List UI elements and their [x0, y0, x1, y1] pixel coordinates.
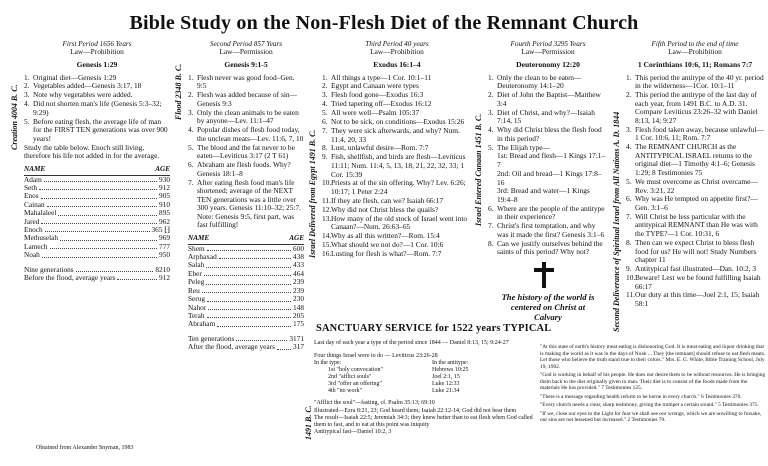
item-text: Fish, shellfish, and birds are flesh—Leviticus 11:11; Num. 11:4, 5, 13, 18, 21, 22, 32, 33; 1 Cor. 15:39: [331, 152, 466, 179]
age-row-value: 600: [293, 243, 304, 253]
page-title: Bible Study on the Non-Flesh Diet of the Remnant Church: [129, 12, 639, 34]
quote-paragraph: "There is a message regarding health reform to be borne in every church." 6 Testimonies 370.: [540, 393, 742, 400]
list-item: [488, 170, 608, 187]
age-row-value: 175: [293, 319, 304, 329]
item-text: Original diet—Genesis 1:29: [33, 72, 117, 82]
age-row-value: 464: [293, 268, 304, 278]
period-1-side-label: Creation 4004 B. C.: [10, 84, 19, 150]
period-2-law: Law—Permission: [219, 47, 273, 56]
total-row-label: Before the flood, average years: [24, 273, 116, 283]
quote-paragraph: "God is working in behalf of his people. He does not desire them to be without resources. He is bringing them back to the diet originally given to man. Their diet is to consist of the foods made from the materials He has provided." 7 Testimonies 125.: [540, 372, 766, 391]
item-number: 3.: [626, 124, 632, 134]
period-3-side-label: Israel Delivered from Egypt 1491 B. C.: [308, 129, 317, 258]
leader-dots: [44, 176, 157, 182]
item-text: Tried tapering off—Exodus 16:12: [331, 99, 432, 109]
age-row-value: 438: [293, 252, 304, 262]
leader-dots: [42, 251, 157, 257]
leader-dots: [41, 218, 157, 224]
age-row: [24, 218, 170, 226]
item-text: The REMNANT CHURCH as the ANTITYPICAL ISRAEL returns to the original diet—1 Timothy 4:1–6; Genesis 1:29; 8 Testimonies 75: [635, 142, 755, 178]
leader-dots: [58, 209, 157, 215]
list-item: [488, 205, 608, 222]
item-number: 1.: [188, 72, 194, 82]
age-row: [188, 278, 304, 286]
item-text: Why was He tempted on appetite first?—Gen. 3:1–6: [635, 194, 758, 212]
age-row-value: 962: [159, 216, 170, 226]
leader-dots: [47, 201, 157, 207]
leader-dots: [217, 320, 291, 326]
list-item: [188, 179, 304, 231]
list-item: [626, 291, 764, 308]
item-text: Then can we expect Christ to bless flesh food for us? He will not! Study Numbers chapter 11: [635, 237, 757, 265]
history-caption: The history of the world is centered on Christ at Calvary: [501, 292, 595, 322]
item-number: 10.: [322, 178, 332, 188]
age-row-value: 239: [293, 285, 304, 295]
period-5-list: [626, 74, 764, 309]
item-number: [488, 170, 497, 187]
age-row-value: 950: [159, 250, 170, 260]
item-text: This period the antitype of the 40 yr. period in the wilderness—1Cor. 10:1–11: [635, 72, 764, 91]
item-number: 14.: [322, 231, 332, 241]
list-item: [322, 215, 472, 232]
list-item: [188, 126, 304, 143]
list-item: [626, 274, 764, 291]
total-row-label: Nine generations: [24, 264, 74, 274]
item-number: 1.: [626, 72, 632, 82]
item-number: 5.: [626, 176, 632, 186]
period-5-law: Law—Prohibition: [668, 47, 722, 56]
period-1-list: [24, 74, 170, 144]
leader-dots: [206, 261, 291, 267]
item-text: Can we justify ourselves behind the saints of this period? Why not?: [497, 238, 603, 257]
item-number: 1.: [322, 72, 328, 82]
item-number: 7.: [188, 177, 194, 187]
list-item: [24, 118, 170, 144]
list-item: [24, 100, 170, 117]
list-item: [626, 74, 764, 91]
period-4-list: [488, 74, 608, 257]
cross-icon: [534, 262, 554, 288]
item-number: 10.: [626, 272, 636, 282]
item-number: 6.: [188, 160, 194, 170]
item-number: 11.: [626, 290, 635, 300]
list-item: [626, 239, 764, 265]
item-text: Flesh food gone—Exodus 16:3: [331, 90, 424, 100]
sanctuary-footer-line: The result—Isaiah 22:5; Jeremiah 34:3; they knew better than to eat flesh when God called them to fast, and to eat at this point was iniquity: [314, 414, 533, 429]
age-row-label: Mahalaleel: [24, 208, 57, 218]
age-row: [24, 243, 170, 251]
age-row-label: Noah: [24, 250, 40, 260]
item-text: How many of the old stock of Israel went into Canaan?—Num. 26:63–65: [331, 213, 468, 232]
item-number: 2.: [322, 81, 328, 91]
period-1-column: [24, 40, 170, 282]
quote-paragraph: "If we, close our eyes to the Light for fear we shall see our wrongs, which we are unwilling to forsake, our sins are not lessened but increased." 2 Testimonies 70.: [540, 410, 762, 423]
item-text: Abraham ate flesh foods. Why? Genesis 18:1–8: [197, 160, 291, 178]
sanctuary-title: SANCTUARY SERVICE for 1522 years TYPICAL: [316, 323, 552, 334]
total-row-value: 912: [159, 273, 170, 283]
list-item: [626, 195, 764, 212]
item-text: Not to be sick, on conditions—Exodus 15:26: [331, 117, 465, 127]
item-number: 8.: [488, 238, 494, 248]
item-text: 3rd: Bread and water—1 Kings 19:4–8: [497, 186, 590, 204]
age-row: [188, 320, 304, 328]
feasts-head-antitype: In the antitype:: [432, 360, 469, 367]
list-item: [488, 240, 608, 257]
list-item: [626, 143, 764, 177]
age-row-label: Enos: [24, 191, 39, 201]
item-text: Priests at of the sin offering. Why? Lev. 6:26; 10:17; 1 Peter 2:24: [331, 178, 466, 196]
feast-antitype: Hebrews 10:25: [432, 367, 469, 374]
item-number: 4.: [626, 142, 632, 152]
item-number: 3.: [488, 107, 494, 117]
age-row-value: 930: [159, 174, 170, 184]
list-item: [626, 91, 764, 125]
item-text: Our duty at this time—Joel 2:1, 15; Isaiah 58:1: [635, 290, 760, 308]
item-number: 5.: [488, 142, 494, 152]
item-number: 2.: [24, 81, 30, 91]
period-2-age-table: [188, 234, 304, 351]
age-row: [188, 253, 304, 261]
item-number: 3.: [24, 90, 30, 100]
item-number: 7.: [626, 211, 632, 221]
leader-dots: [204, 270, 291, 276]
list-item: [488, 222, 608, 239]
sanctuary-side-label: 1491 B. C.: [304, 405, 313, 440]
item-number: 6.: [322, 117, 328, 127]
leader-dots: [208, 304, 291, 310]
item-text: All things a type—1 Cor. 10:1–11: [331, 72, 432, 82]
age-row-label: Adam: [24, 174, 42, 184]
age-row-label: Arphaxad: [188, 252, 217, 262]
item-number: 7.: [488, 221, 494, 231]
item-number: 3.: [322, 90, 328, 100]
age-row: [24, 251, 170, 259]
age-row-label: Nahor: [188, 302, 207, 312]
period-2-column: [188, 40, 304, 352]
age-row: [24, 192, 170, 200]
age-row-label: Salah: [188, 260, 205, 270]
total-row-value: 317: [293, 342, 304, 352]
list-item: [488, 126, 608, 143]
age-row-value: 912: [159, 183, 170, 193]
age-row-label: Enoch: [24, 225, 43, 235]
item-number: 8.: [322, 143, 328, 153]
item-text: All were well—Psalm 105:37: [331, 108, 420, 118]
item-text: Before eating flesh, the average life of man for the FIRST TEN generations was over 900 years!: [33, 116, 168, 143]
total-row: [188, 343, 304, 351]
age-row-value: 910: [159, 199, 170, 209]
age-header-age: AGE: [155, 165, 170, 174]
age-row-label: Jared: [24, 216, 40, 226]
item-text: After eating flesh food man's life shortened; average of the NEXT TEN generations was a little over 300 years. Genesis 11:10–32; 25:7. Note: Genesis 9:5, first part, was fast fulfilling!: [197, 177, 302, 230]
item-number: 3.: [188, 107, 194, 117]
age-row: [188, 261, 304, 269]
leader-dots: [277, 343, 291, 349]
sanctuary-line: Last day of each year a type of the period since 1844 — Daniel 8:13, 15; 9:24-27: [314, 340, 509, 346]
item-text: Lusting for flesh is what?—Rom. 7:7: [331, 248, 442, 258]
leader-dots: [207, 295, 291, 301]
leader-dots: [219, 253, 291, 259]
item-text: Diet of Christ, and why?—Isaiah 7:14, 15: [497, 107, 595, 126]
feast-antitype: Luke 12:33: [432, 381, 460, 388]
item-text: Vegetables added—Genesis 3:17, 18: [33, 81, 142, 91]
item-number: 5.: [24, 116, 30, 126]
feast-row: [314, 388, 534, 395]
age-row-value: 905: [159, 191, 170, 201]
age-row-label: Abraham: [188, 319, 216, 329]
leader-dots: [50, 243, 158, 249]
item-number: 2.: [188, 90, 194, 100]
quote-paragraph: "At this state of earth's history meat eating is dishonoring God. It is meat eating and liquor drinking that is making the world as it was in the days of Noah ... They [the remnant] should refuse to eat flesh meats. Let those who believe the truth stand true to their colors." Mrs. E. G. White, Bible Training School, July 19, 1902.: [540, 344, 766, 370]
period-1-note: Study the table below. Enoch still living, therefore his life not added in for the average.: [24, 142, 160, 161]
item-number: [488, 152, 497, 169]
leader-dots: [207, 245, 291, 251]
item-number: 4.: [322, 99, 328, 109]
quote-paragraph: "Every church needs a clear, sharp testimony, giving the trumpet a certain sound." 5 Testimonies 375.: [540, 402, 759, 408]
period-5-side-label: Second Deliverance of Spiritual Israel from All Nations A. D. 1844: [612, 111, 621, 332]
total-row-label: After the flood, average years: [188, 342, 275, 352]
list-item: [488, 152, 608, 169]
list-item: [488, 91, 608, 108]
list-item: [626, 213, 764, 239]
list-item: [188, 144, 304, 161]
item-number: 5.: [188, 142, 194, 152]
item-number: 15.: [322, 240, 332, 250]
item-text: Christ's first temptation, and why was it made the first? Genesis 3:1–6: [497, 221, 605, 239]
item-number: 1.: [488, 72, 494, 82]
item-number: 4.: [488, 125, 494, 135]
item-text: Antitypical fast illustrated—Dan. 10:2, 3: [635, 264, 757, 274]
item-text: Only the clean to be eaten—Deuteronomy 14:1–20: [497, 72, 582, 91]
list-item: [488, 187, 608, 204]
age-row-value: 239: [293, 277, 304, 287]
age-row: [188, 270, 304, 278]
item-text: Why did not Christ bless the quails?: [331, 204, 439, 214]
age-row-label: Methuselah: [24, 233, 59, 243]
sanctuary-footer-line: "Afflict the soul"—fasting, cf. Psalm 35:13; 69:10: [314, 400, 435, 407]
age-row-label: Seth: [24, 183, 37, 193]
total-row-value: 8210: [155, 264, 170, 274]
period-1-law: Law—Prohibition: [70, 47, 124, 56]
list-item: [188, 74, 304, 91]
item-number: 4.: [188, 125, 194, 135]
leader-dots: [117, 274, 157, 280]
period-1-ref: Genesis 1:29: [76, 60, 118, 69]
age-row-value: 230: [293, 294, 304, 304]
period-2-list: [188, 74, 304, 230]
age-header-name: NAME: [24, 165, 46, 174]
item-number: 7.: [322, 125, 328, 135]
quotes-block: [540, 344, 766, 426]
item-text: 1st: Bread and flesh—1 Kings 17:1–7: [497, 151, 606, 170]
list-item: [626, 178, 764, 195]
item-number: 9.: [626, 264, 632, 274]
item-text: If they ate flesh, can we? Isaiah 66:17: [331, 195, 444, 205]
item-text: Only the clean animals to be eaten by anyone—Lev. 11:1–47: [197, 107, 299, 126]
age-row: [24, 176, 170, 184]
list-item: [188, 161, 304, 178]
sanctuary-footer-line: Antitypical fast—Daniel 10:2, 3: [314, 429, 392, 436]
item-number: 13.: [322, 213, 332, 223]
leader-dots: [45, 226, 150, 232]
list-item: [322, 179, 472, 196]
age-row-label: Shem: [188, 243, 205, 253]
item-text: Popular dishes of flesh food today, the unclean meats—Lev. 11:6, 7, 10: [197, 125, 304, 143]
item-text: This period the antitype of the last day of each year, from 1491 B.C. to A.D. 31. Compare Leviticus 23:26–32 with Daniel 8:13, 14; 9:27: [635, 90, 758, 125]
item-number: 2.: [626, 90, 632, 100]
total-row: [24, 274, 170, 282]
period-3-law: Law—Prohibition: [370, 47, 424, 56]
leader-dots: [202, 287, 291, 293]
period-5-name: Fifth Period to the end of time: [651, 40, 739, 48]
list-item: [626, 126, 764, 143]
period-3-list: [322, 74, 472, 259]
leader-dots: [60, 234, 157, 240]
list-item: [488, 74, 608, 91]
item-number: 12.: [322, 204, 332, 214]
leader-dots: [41, 192, 157, 198]
period-4-ref: Deuteronomy 12:20: [516, 60, 580, 69]
age-row-value: 433: [293, 260, 304, 270]
item-text: Did not shorten man's life (Genesis 5:3–32; 9:29): [33, 99, 162, 117]
item-number: 11.: [322, 195, 331, 205]
period-1-name: First Period 1656 Years: [62, 40, 132, 48]
age-row-value: 895: [159, 208, 170, 218]
age-row-value: 365 ⁅⁆: [151, 225, 170, 235]
item-text: Flesh was added because of sin—Genesis 9:3: [197, 90, 297, 108]
item-text: Flesh never was good food–Gen. 9:5: [197, 72, 295, 91]
period-3-ref: Exodus 16:1–4: [373, 60, 421, 69]
item-text: Egypt and Canaan were types: [331, 81, 419, 91]
age-row-label: Lamech: [24, 241, 48, 251]
list-item: [488, 109, 608, 126]
period-2-ref: Genesis 9:1-5: [224, 60, 268, 69]
period-4-column: [488, 40, 608, 257]
age-row-label: Terah: [188, 310, 205, 320]
leader-dots: [207, 312, 292, 318]
feast-antitype: Joel 2:1, 15: [432, 374, 460, 381]
item-text: What should we not do?—1 Cor. 10:6: [331, 240, 444, 250]
item-text: The blood and the fat never to be eaten—Leviticus 3:17 (2 T 61): [197, 142, 295, 161]
item-number: 9.: [322, 152, 328, 162]
age-row: [188, 287, 304, 295]
age-header-age: AGE: [289, 234, 304, 243]
credit-line: Obtained from Alexander Snyman, 1983: [36, 445, 134, 451]
period-5-column: [626, 40, 764, 309]
age-row-value: 969: [159, 233, 170, 243]
item-text: Flesh food taken away, because unlawful—1 Cor. 10:6, 11; Rom. 7:7: [635, 124, 764, 143]
item-text: Will Christ be less particular with the antitypical REMNANT than He was with the TYPE?—1 Cor. 10:31, 6: [635, 211, 758, 239]
list-item: [322, 127, 472, 144]
age-row-value: 148: [293, 302, 304, 312]
feast-row: [314, 381, 534, 388]
item-number: 16.: [322, 248, 332, 258]
age-row-value: 205: [293, 310, 304, 320]
item-number: 8.: [626, 237, 632, 247]
period-4-side-label: Israel Entered Canaan 1451 B. C.: [474, 113, 483, 226]
item-number: 1.: [24, 72, 30, 82]
list-item: [188, 109, 304, 126]
leader-dots: [76, 266, 154, 272]
item-number: 5.: [322, 108, 328, 118]
leader-dots: [39, 184, 157, 190]
item-number: 2.: [488, 90, 494, 100]
item-text: Beware! Lest we be found fulfilling Isaiah 66:17: [635, 272, 761, 291]
age-row-label: Eber: [188, 268, 202, 278]
leader-dots: [236, 335, 287, 341]
age-row-value: 777: [159, 241, 170, 251]
item-text: Note why vegetables were added.: [33, 90, 133, 100]
item-number: 6.: [488, 203, 494, 213]
period-3-column: [322, 40, 472, 259]
leader-dots: [206, 278, 291, 284]
feast-type: 2nd "afflict souls": [328, 374, 372, 381]
item-number: 6.: [626, 194, 632, 204]
total-row-label: Ten generations: [188, 333, 235, 343]
item-text: Where are the people of the antitype in their experience?: [497, 203, 605, 222]
feasts-head-type: In the type:: [314, 360, 342, 367]
feast-type: 4th "no work": [328, 388, 362, 395]
item-number: [488, 187, 497, 204]
age-row-label: Reu: [188, 285, 200, 295]
feasts-intro: Four things Israel were to do — Leviticus 23:26-28: [314, 353, 438, 360]
total-row-value: 3171: [289, 333, 304, 343]
age-row: [24, 184, 170, 192]
sanctuary-body: [314, 340, 534, 436]
item-number: 4.: [24, 99, 30, 109]
item-text: Why as all this written?—Rom. 15:4: [331, 231, 440, 241]
sanctuary-footer-line: Illustrated—Ezra 8:21, 23; God heard them; Isaiah 22:12-14; God did not hear them: [314, 407, 517, 414]
age-header-name: NAME: [188, 234, 210, 243]
age-row: [24, 209, 170, 217]
age-row-label: Peleg: [188, 277, 205, 287]
item-text: Why did Christ bless the flesh food in this period?: [497, 125, 602, 143]
feast-type: 3rd "offer an offering": [328, 381, 382, 388]
age-row-label: Cainan: [24, 199, 45, 209]
period-2-side-label: Flood 2348 B. C.: [174, 63, 183, 120]
age-row: [188, 304, 304, 312]
list-item: [322, 250, 472, 259]
item-text: 2nd: Oil and bread—1 Kings 17:8–16: [497, 168, 602, 187]
item-text: The Elijah type—: [497, 142, 550, 152]
item-text: We must overcome as Christ overcame—Rev. 3:21, 22: [635, 176, 758, 195]
feast-type: 1st "holy convocation": [328, 367, 383, 374]
period-4-law: Law—Permission: [521, 47, 575, 56]
item-text: Lust, unlawful desire—Rom. 7:7: [331, 143, 429, 153]
item-text: They were sick afterwards, and why? Num. 11:4, 20, 33: [331, 125, 460, 144]
period-3-name: Third Period 40 years: [365, 40, 429, 48]
period-1-age-table: [24, 165, 170, 282]
list-item: [322, 153, 472, 179]
period-4-name: Fourth Period 3295 Years: [510, 40, 586, 48]
period-2-name: Second Period 857 Years: [209, 40, 283, 48]
period-5-ref: 1 Corinthians 10:6, 11; Romans 7:7: [637, 60, 753, 69]
age-row-label: Serug: [188, 294, 206, 304]
feast-antitype: Luke 21:34: [432, 388, 460, 395]
list-item: [188, 91, 304, 108]
item-text: Diet of John the Baptist—Matthew 3:4: [497, 90, 601, 108]
